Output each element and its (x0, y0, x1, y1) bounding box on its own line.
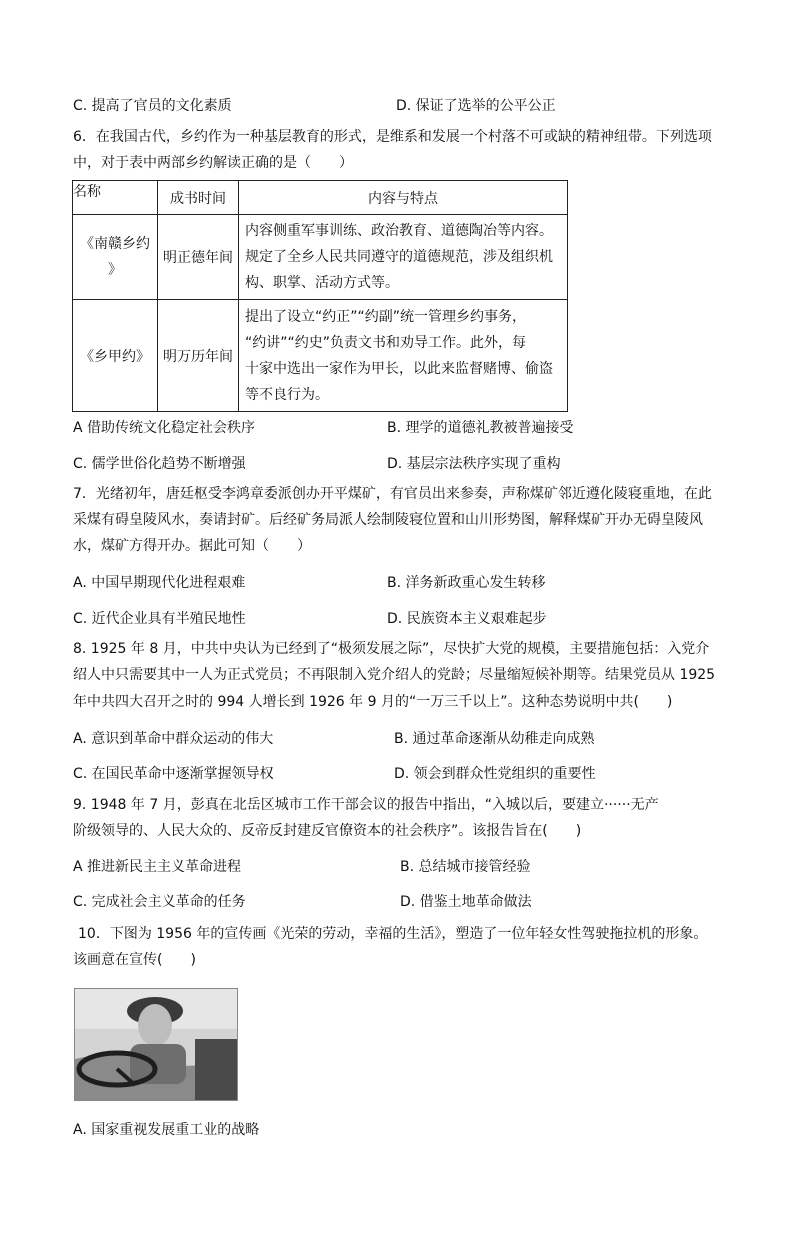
q9-option-c: C. 完成社会主义革命的任务 (73, 894, 246, 910)
q8-option-c: C. 在国民革命中逐渐掌握领导权 (73, 766, 274, 782)
q8-stem-line1: 8. 1925 年 8 月，中共中央认为已经到了“极须发展之际”，尽快扩大党的规模，主要措施包括：入党介 (73, 641, 710, 657)
q10-option-a: A. 国家重视发展重工业的战略 (73, 1122, 260, 1138)
q8-stem-line3: 年中共四大召开之时的 994 人增长到 1926 年 9 月的“一万三千以上”。这种态势说明中共( ) (73, 694, 673, 710)
q7-stem-line1: 7．光绪初年，唐廷枢受李鸿章委派创办开平煤矿，有官员出来参奏，声称煤矿邻近遵化陵寝重地，在此 (73, 486, 712, 502)
q5-option-c: C. 提高了官员的文化素质 (73, 98, 232, 114)
q9-option-b: B. 总结城市接管经验 (400, 859, 531, 875)
q7-option-a: A. 中国早期现代化进程艰难 (73, 575, 246, 591)
q5-option-d: D. 保证了选举的公平公正 (396, 98, 556, 114)
q7-option-b: B. 洋务新政重心发生转移 (387, 575, 546, 591)
q7-stem-line3: 水，煤矿方得开办。据此可知（ ） (73, 538, 311, 554)
table-header-time: 成书时间 (158, 181, 239, 215)
propaganda-poster-image (74, 988, 238, 1101)
q6-table (72, 180, 568, 412)
q10-stem-line1: 10．下图为 1956 年的宣传画《光荣的劳动，幸福的生活》，塑造了一位年轻女性驾驶拖拉机的形象。 (78, 926, 708, 942)
table-cell-time: 明万历年间 (158, 300, 239, 412)
table-cell-name: 《南赣乡约 》 (73, 215, 158, 300)
q8-stem-line2: 绍人中只需要其中一人为正式党员；不再限制入党介绍人的党龄；尽量缩短候补期等。结果党员从 1925 (73, 667, 716, 683)
table-cell-content: 提出了设立“约正”“约副”统一管理乡约事务， “约讲”“约史”负责文书和劝导工作。此外，每 十家中选出一家作为甲长，以此来监督赌博、偷盗 等不良行为。 (239, 300, 568, 412)
q7-option-d: D. 民族资本主义艰难起步 (387, 611, 547, 627)
q9-stem-line1: 9. 1948 年 7 月，彭真在北岳区城市工作干部会议的报告中指出，“入城以后，要建立······无产 (73, 797, 659, 813)
q9-stem-line2: 阶级领导的、人民大众的、反帝反封建反官僚资本的社会秩序”。该报告旨在( ) (73, 823, 582, 839)
table-cell-name: 《乡甲约》 (73, 300, 158, 412)
q9-option-d: D. 借鉴土地革命做法 (400, 894, 532, 910)
q10-stem-line2: 该画意在宣传( ) (73, 952, 196, 968)
q6-option-d: D. 基层宗法秩序实现了重构 (387, 456, 561, 472)
table-header-name: 名称 (73, 181, 158, 215)
q8-option-a: A. 意识到革命中群众运动的伟大 (73, 731, 274, 747)
q6-stem-line1: 6．在我国古代，乡约作为一种基层教育的形式，是维系和发展一个村落不可或缺的精神纽带。下列选项 (73, 129, 712, 145)
q8-option-b: B. 通过革命逐渐从幼稚走向成熟 (394, 731, 595, 747)
q6-stem-line2: 中，对于表中两部乡约解读正确的是（ ） (73, 155, 353, 171)
q7-option-c: C. 近代企业具有半殖民地性 (73, 611, 246, 627)
table-cell-content: 内容侧重军事训练、政治教育、道德陶冶等内容。 规定了全乡人民共同遵守的道德规范，涉及组织机 构、职掌、活动方式等。 (239, 215, 568, 300)
table-row (73, 300, 568, 412)
table-row (73, 215, 568, 300)
q6-option-a: A 借助传统文化稳定社会秩序 (73, 420, 256, 436)
table-cell-time: 明正德年间 (158, 215, 239, 300)
q8-option-d: D. 领会到群众性党组织的重要性 (394, 766, 596, 782)
table-header-content: 内容与特点 (239, 181, 568, 215)
q6-option-c: C. 儒学世俗化趋势不断增强 (73, 456, 246, 472)
q9-option-a: A 推进新民主主义革命进程 (73, 859, 242, 875)
q7-stem-line2: 采煤有碍皇陵风水，奏请封矿。后经矿务局派人绘制陵寝位置和山川形势图，解释煤矿开办无碍皇陵风 (73, 512, 703, 528)
q6-option-b: B. 理学的道德礼教被普遍接受 (387, 420, 574, 436)
